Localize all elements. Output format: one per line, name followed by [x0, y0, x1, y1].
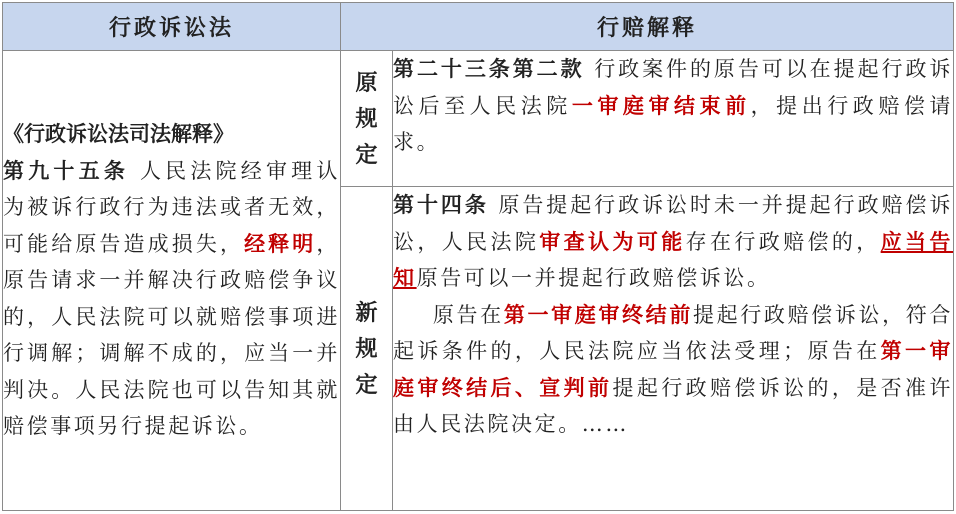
- left-paragraph: [3, 116, 340, 445]
- old-rule-paragraph: [393, 51, 953, 161]
- law-title: 《行政诉讼法司法解释》: [3, 121, 234, 147]
- old-label-char: 原: [355, 69, 378, 96]
- new-p2-text-3: 提起行政赔偿诉讼的，是否准许由人民法院决定。……: [393, 375, 954, 436]
- new-rule-paragraph-1: [393, 187, 953, 297]
- old-text-1: 行政案件的原告可以在提起行政诉讼后至人民法院: [393, 57, 954, 118]
- comparison-table: [2, 2, 954, 511]
- old-text-2: ，提出行政赔偿请求。: [393, 93, 954, 154]
- old-rule-row: [3, 51, 954, 187]
- old-label-char: 定: [355, 141, 378, 168]
- new-p1-highlight-1: 审查认为可能: [539, 228, 686, 254]
- article-14: 第十四条: [393, 192, 489, 217]
- header-left: 行政诉讼法: [3, 3, 341, 51]
- header-right: 行赔解释: [341, 3, 954, 51]
- new-p1-text-2: 存在行政赔偿的，: [685, 229, 881, 254]
- new-p1-text-1: 原告提起行政诉讼时未一并提起行政赔偿诉讼，人民法院: [393, 193, 954, 254]
- new-label-char: 定: [355, 371, 378, 398]
- old-rule-text-cell: [393, 51, 954, 187]
- old-rule-label: [341, 51, 393, 187]
- left-text-2: ，原告请求一并解决行政赔偿争议的，人民法院可以就赔偿事项进行调解；调解不成的，应当一并判决。人民法院也可以告知其就赔偿事项另行提起诉讼。: [3, 231, 340, 439]
- left-highlight: 经释明: [244, 230, 317, 256]
- new-label-char: 新: [355, 299, 378, 326]
- new-p1-highlight-2: 应当告知: [393, 228, 954, 290]
- new-p1-text-3: 原告可以一并提起行政赔偿诉讼。: [416, 266, 771, 290]
- new-p2-highlight-1: 第一审庭审终结前: [503, 301, 693, 327]
- header-row: [3, 3, 954, 51]
- new-p2-highlight-2: 第一审庭审终结后、宣判前: [393, 338, 954, 400]
- new-p2-text-1: 原告在: [432, 302, 504, 327]
- new-p2-text-2: 提起行政赔偿诉讼，符合起诉条件的，人民法院应当依法受理；原告在: [393, 302, 953, 363]
- new-rule-label: [341, 187, 393, 511]
- old-highlight: 一审庭审结束前: [571, 92, 751, 118]
- left-cell: [3, 51, 341, 511]
- old-label-char: 规: [355, 105, 378, 132]
- new-rule-text-cell: [393, 187, 954, 511]
- new-label-char: 规: [355, 335, 378, 362]
- article-23: 第二十三条第二款: [393, 56, 585, 81]
- left-text-1: 人民法院经审理认为被诉行政行为违法或者无效，可能给原告造成损失，: [3, 158, 340, 256]
- new-rule-paragraph-2: [393, 297, 953, 443]
- article-95: 第九十五条: [3, 157, 130, 183]
